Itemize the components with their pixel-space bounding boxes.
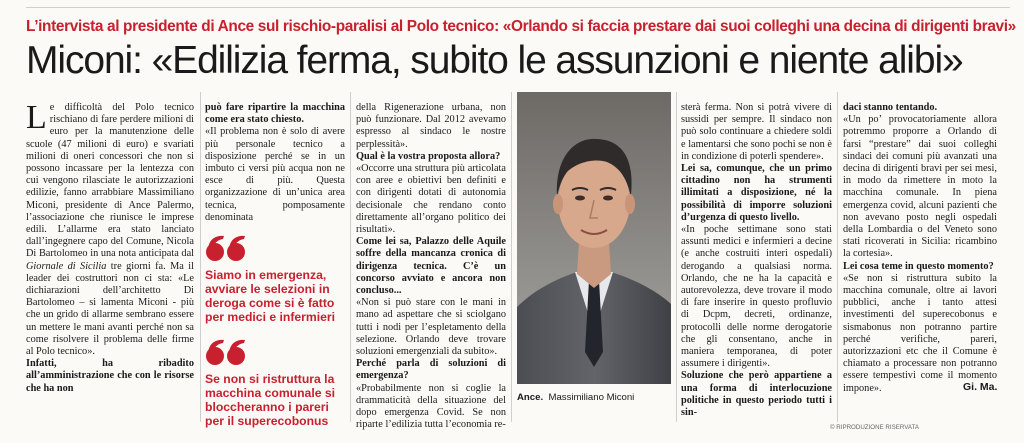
answer-text: «Non si può stare con le mani in mano ad aspettare che si sciolgano tutti i nodi per l’espletamento della selezione. Orlando deve trovare soluzioni emergenziali da subito». [356,297,506,358]
author-signoff: Gi. Ma. [963,381,998,393]
top-rule [26,7,1010,8]
question-text: Perché parla di soluzioni di emergenza? [356,358,506,382]
answer-text: «Occorre una struttura più articolata con aree e obiettivi ben definiti e con dirigenti dotati di autonomia decisionale che rendano conto direttamente all’organo politico dei risultati». [356,163,506,236]
pull-quote-text: Siamo in emergenza, avviare le selezioni in deroga come si è fatto per medici e infermieri [205,268,336,325]
column-separator [511,92,512,422]
answer-text: «Se non si ristruttura subito la macchina comunale, oltre ai lavori pubblici, anche i tanto attesi investimenti del superecobonus e sismabonus non potranno partire perché verifiche, pareri, autorizzazioni etc che il Comune è chiamato a processare non potranno essere tempestivi come il momento impone». [843,272,997,394]
answer-text: «In poche settimane sono stati assunti medici e infermieri a decine (e anche costruiti interi ospedali) derogando a qualsiasi norma. Orlando, che ne ha la capacità e autorevolezza, deve trovare il modo di fare inserire in questo profluvio di Dcpm, decreti, ordinanze, protocolli delle norme derogatorie che gli consentano, anche in maniera temporanea, di poter assumere i dirigenti». [681,224,832,370]
headline: Miconi: «Edilizia ferma, subito le assunzioni e niente alibi» [26,39,963,82]
pull-quote-2 [205,338,345,428]
article-column-5 [843,102,997,395]
question-text: Infatti, ha ribadito all’amministrazione che con le risorse che ha non [26,358,194,394]
portrait-illustration [517,92,671,384]
answer-text: «Probabilmente non si coglie la drammaticità della situazione del dopo emergenza Covid. Se non riparte l’edilizia tutta l’economia re- [356,382,506,431]
portrait-photo [517,92,671,384]
question-text: Soluzione che però appartiene a una forma di interlocuzione politiche in questo periodo tutti i sin- [681,370,832,419]
column-separator [676,92,677,422]
question-text: daci stanno tentando. [843,102,938,113]
answer-text: sterà ferma. Non si potrà vivere di sussidi per sempre. Il sindaco non può solo continuare a chiedere soldi e lamentarsi che sono pochi se non è in condizione di poterli spendere». [681,102,832,162]
question-text: Lei cosa teme in questo momento? [843,260,994,272]
question-text: Qual è la vostra proposta allora? [356,150,501,162]
quote-mark-icon [205,338,249,370]
question-text: Come lei sa, Palazzo delle Aquile soffre della mancanza cronica di dirigenza tecnica. C’è un concorso avviato e ancora non concluso... [356,236,506,297]
kicker-line: L’intervista al presidente di Ance sul rischio-paralisi al Polo tecnico: «Orlando si faccia prestare dai suoi colleghi una decina di dirigenti bravi» [26,18,1016,35]
pull-quote-text: Se non si ristruttura la macchina comunale si bloccheranno i pareri per il superecobonus [205,372,336,429]
article-column-2 [205,102,345,428]
article-column-1 [26,99,194,395]
question-text: può fare ripartire la macchina come era stato chiesto. [205,102,345,126]
quote-mark-icon [205,234,249,266]
copyright-notice: © RIPRODUZIONE RISERVATA [830,424,920,431]
photo-caption: Ance. Massimiliano Miconi [517,392,635,403]
answer-text: della Rigenerazione urbana, non può funzionare. Dal 2012 avevamo espresso al sindaco le nostre perplessità». [356,102,506,150]
answer-text: «Il problema non è solo di avere più personale tecnico a disposizione perché se in un imbuto ci versi più acqua non ne esce di più. Questa organizzazione di un’unica area tecnica, pomposamente denominata [205,126,345,223]
article-column-4 [681,102,832,419]
question-text: Lei sa, comunque, che un primo cittadino non ha strumenti illimitati a disposizione, né la possibilità di imporre soluzioni d’urgenza di questo livello. [681,163,832,223]
column-separator [837,92,838,422]
lead-paragraph: Le difficoltà del Polo tecnico rischiano di fare perdere milioni di euro per la manutenzione delle scuole (47 milioni di euro) e svariati milioni di oneri concessori che non si possono incassare per la lentezza con cui vengono rilasciate le autorizzazioni edilizie, fanno arrabbiare Massimiliano Miconi, presidente di Ance Palermo, l’associazione che riunisce le imprese edili. L’allarme era stato lanciato dall’ingegnere capo del Comune, Nicola Di Bartolomeo in una nota anticipata dal Giornale di Sicilia tre giorni fa. Ma il leader dei costruttori non ci sta: «Le dichiarazioni dell’architetto Di Bartolomeo – si lamenta Miconi - più che un grido di allarme sembrano essere un mettere le mani avanti perché non sa come risolvere il problema delle firme al Polo tecnico». [26,99,194,358]
article-column-3 [356,102,506,431]
drop-cap: L [26,99,47,136]
pull-quote-1 [205,234,345,324]
answer-text: «Un po’ provocatoriamente allora potremmo proporre a Orlando di farsi “prestare” dai suoi colleghi sindaci dei comuni più avanzati una decina di dirigenti bravi per sei mesi, in modo da rimettere in moto la macchina comunale. In piena emergenza covid, alcuni pazienti che non avevano posto negli ospedali della Lombardia o del Veneto sono stati ricoverati in Sicilia: ricambino la cortesia». [843,114,997,260]
column-separator [350,92,351,422]
column-separator [200,92,201,422]
